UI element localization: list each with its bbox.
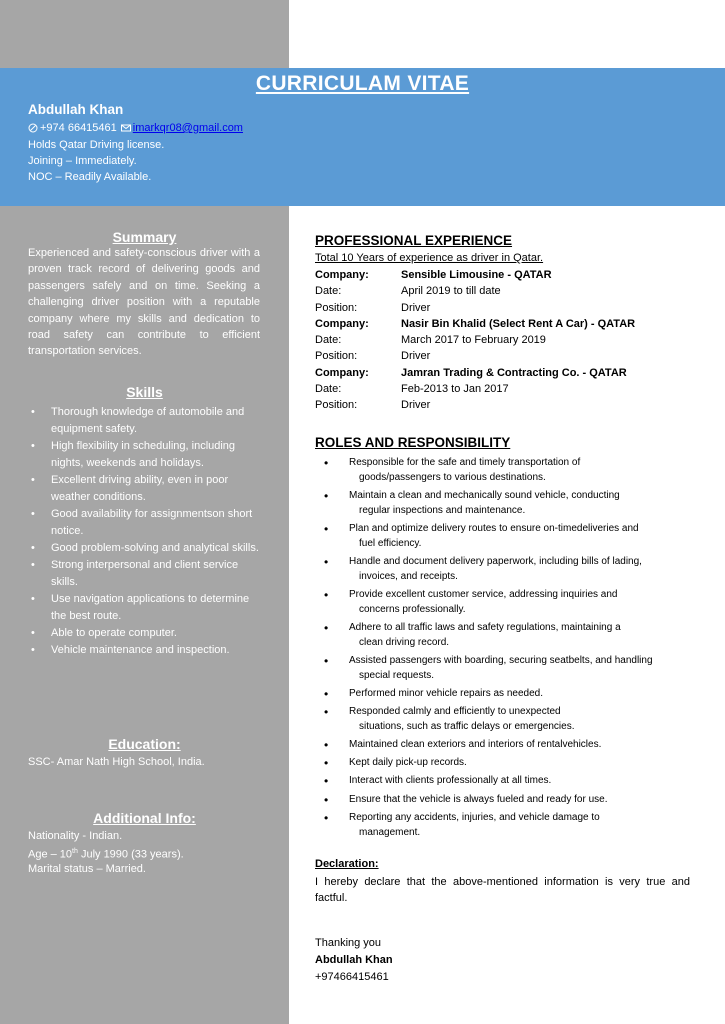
job-company-row: Company: Sensible Limousine - QATAR (315, 269, 552, 281)
marital-text: Marital status – Married. (28, 863, 146, 875)
experience-title: PROFESSIONAL EXPERIENCE (315, 233, 513, 248)
list-item: • Responded calmly and efficiently to unexpected situations, such as traffic delays or emergencies. (315, 705, 690, 735)
joining-line: Joining – Immediately. (28, 155, 137, 167)
list-item: • Vehicle maintenance and inspection. (28, 642, 260, 659)
list-item: • Ensure that the vehicle is always fueled and ready for use. (315, 793, 690, 808)
list-item: • Plan and optimize delivery routes to ensure on-timedeliveries and fuel efficiency. (315, 522, 690, 552)
list-item: • Good problem-solving and analytical skills. (28, 540, 260, 557)
list-item: • High flexibility in scheduling, including nights, weekends and holidays. (28, 438, 260, 472)
job-position-row: Position: Driver (315, 350, 431, 363)
mail-icon (121, 123, 131, 133)
education-title: Education: (108, 736, 181, 752)
job-position-row: Position: Driver (315, 301, 431, 314)
experience-list (315, 267, 695, 414)
job-date-row: Date: March 2017 to February 2019 (315, 334, 546, 347)
summary-title: Summary (112, 229, 177, 245)
skills-list (28, 404, 260, 659)
header-banner (0, 68, 725, 206)
list-item: • Strong interpersonal and client service skills. (28, 557, 260, 591)
list-item: • Interact with clients professionally at all times. (315, 774, 690, 789)
job-date-row: Date: Feb-2013 to Jan 2017 (315, 383, 509, 396)
list-item: • Kept daily pick-up records. (315, 756, 690, 771)
contact-line (28, 122, 243, 134)
job-company-row: Company: Jamran Trading & Contracting Co. - QATAR (315, 366, 627, 379)
roles-list (315, 456, 690, 844)
nationality-text: Nationality - Indian. (28, 830, 123, 842)
signature-name: Abdullah Khan (315, 954, 393, 966)
list-item: • Performed minor vehicle repairs as needed. (315, 687, 690, 702)
license-line: Holds Qatar Driving license. (28, 139, 165, 151)
list-item: • Excellent driving ability, even in poor weather conditions. (28, 472, 260, 506)
list-item: • Assisted passengers with boarding, securing seatbelts, and handling special requests. (315, 654, 690, 684)
candidate-name: Abdullah Khan (28, 102, 124, 117)
job-position-row: Position: Driver (315, 399, 431, 412)
job-company-row: Company: Nasir Bin Khalid (Select Rent A Car) - QATAR (315, 317, 636, 330)
list-item: • Maintain a clean and mechanically sound vehicle, conducting regular inspections and maintenance. (315, 489, 690, 519)
declaration-text: I hereby declare that the above-mentioned information is very true and factful. (315, 876, 690, 904)
age-text: Age – 10th July 1990 (33 years). (28, 848, 184, 861)
noc-line: NOC – Readily Available. (28, 171, 152, 183)
list-item: • Responsible for the safe and timely transportation of goods/passengers to various destinations. (315, 456, 690, 486)
list-item: • Good availability for assignmentson short notice. (28, 506, 260, 540)
phone-number: +974 66415461 (40, 122, 117, 134)
roles-title: ROLES AND RESPONSIBILITY (315, 435, 511, 450)
experience-total: Total 10 Years of experience as driver in Qatar. (315, 252, 544, 264)
document-title: CURRICULAM VITAE (255, 72, 470, 95)
education-text: SSC- Amar Nath High School, India. (28, 756, 205, 768)
email-link[interactable]: imarkqr08@gmail.com (132, 122, 243, 134)
summary-text: Experienced and safety-conscious driver with a proven track record of delivering goods and passengers safely and on time. Seeking a challenging driver position with a reputable company where my skills and dedication to road safety can contribute to efficient transportation services. (28, 247, 260, 358)
list-item: • Reporting any accidents, injuries, and vehicle damage to management. (315, 811, 690, 841)
list-item: • Provide excellent customer service, addressing inquiries and concerns professionally. (315, 588, 690, 618)
declaration-title: Declaration: (315, 858, 379, 870)
phone-icon (28, 123, 38, 133)
list-item: • Thorough knowledge of automobile and equipment safety. (28, 404, 260, 438)
list-item: • Handle and document delivery paperwork, including bills of lading, invoices, and receipts. (315, 555, 690, 585)
list-item: • Able to operate computer. (28, 625, 260, 642)
signature-phone: +97466415461 (315, 971, 389, 983)
thanks-text: Thanking you (315, 937, 382, 949)
list-item: • Use navigation applications to determine the best route. (28, 591, 260, 625)
job-date-row: Date: April 2019 to till date (315, 285, 501, 298)
additional-info-title: Additional Info: (93, 810, 196, 826)
list-item: • Adhere to all traffic laws and safety regulations, maintaining a clean driving record. (315, 621, 690, 651)
list-item: • Maintained clean exteriors and interiors of rentalvehicles. (315, 738, 690, 753)
skills-title: Skills (126, 384, 163, 400)
